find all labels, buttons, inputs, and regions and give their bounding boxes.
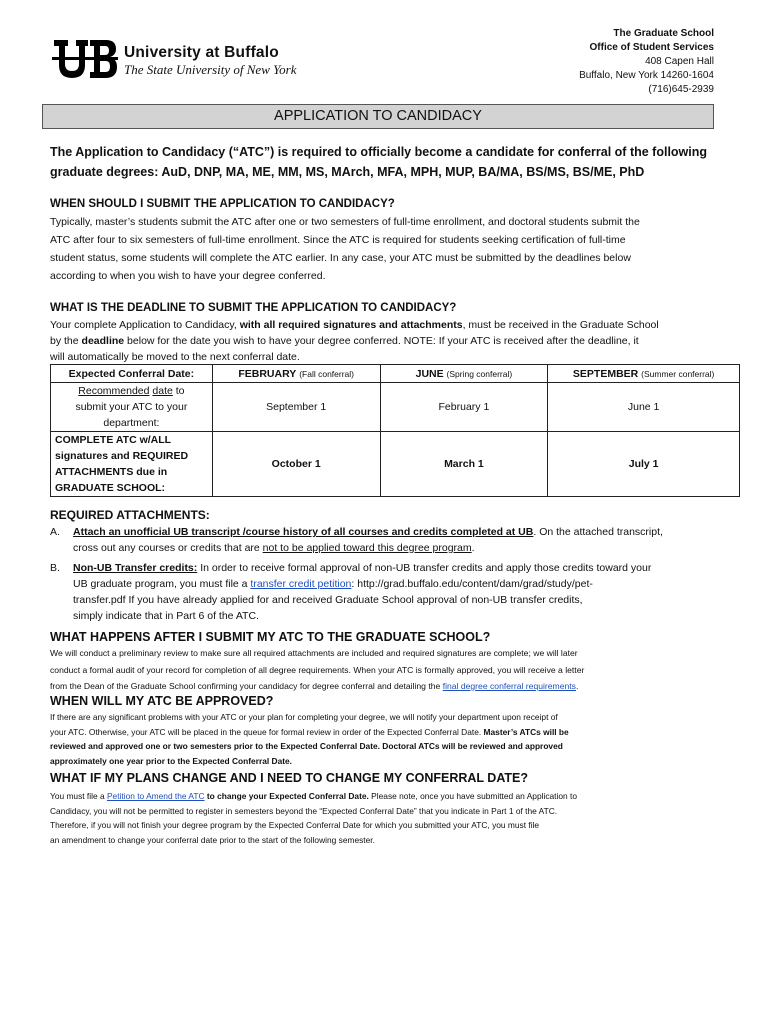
ub-logo-mark xyxy=(52,38,118,80)
header-month: JUNE xyxy=(415,367,444,380)
attachment-a-underlined: not to be applied toward this degree program xyxy=(262,542,472,554)
office-address xyxy=(579,27,714,97)
change-heading: WHAT IF MY PLANS CHANGE AND I NEED TO CHANGE MY CONFERRAL DATE? xyxy=(50,771,529,785)
address-hall: 408 Capen Hall xyxy=(645,56,714,67)
label-text: department: xyxy=(103,417,160,429)
attachment-b-url: : http://grad.buffalo.edu/content/dam/grad/study/pet- xyxy=(351,578,593,590)
attachment-b-rest: In order to receive formal approval of non-UB transfer credits and apply those credits toward your xyxy=(197,562,652,574)
intro-line-2: graduate degrees: AuD, DNP, MA, ME, MM, MS, MArch, MFA, MPH, MUP, BA/MA, BS/MS, BS/ME, PhD xyxy=(50,164,645,179)
after-submit-paragraph xyxy=(50,645,718,695)
attachment-a-title: Attach an unofficial UB transcript /course history of all courses and credits completed at UB xyxy=(73,526,534,538)
approved-emphasis: Master’s ATCs will be xyxy=(483,726,569,737)
after-submit-line-3 xyxy=(50,678,718,695)
attachment-a xyxy=(50,524,718,558)
approved-line-3: reviewed and approved one or two semesters prior to the Expected Conferral Date. Doctoral ATCs will be reviewed and approved xyxy=(50,741,563,751)
attachment-a-line2: cross out any courses or credits that are xyxy=(73,542,263,554)
header-month: FEBRUARY xyxy=(238,367,297,380)
cell-september-1: September 1 xyxy=(212,383,380,432)
deadline-table xyxy=(50,364,740,497)
approved-paragraph xyxy=(50,710,718,768)
attachment-letter: B. xyxy=(50,562,60,574)
cell-july-1: July 1 xyxy=(548,432,740,497)
deadline-text: by the xyxy=(50,335,82,347)
attachment-b-title: Non-UB Transfer credits: xyxy=(73,562,198,574)
cell-february-1: February 1 xyxy=(380,383,548,432)
deadline-line-3: will automatically be moved to the next conferral date. xyxy=(50,351,300,363)
change-emphasis: to change your Expected Conferral Date. xyxy=(204,791,369,801)
label-text: Recommended xyxy=(78,385,150,397)
attachment-b-line4: simply indicate that in Part 6 of the ATC. xyxy=(73,610,259,622)
intro-line-1: The Application to Candidacy (“ATC”) is required to officially become a candidate for conferral of the following xyxy=(50,145,708,159)
page-title: APPLICATION TO CANDIDACY xyxy=(42,104,714,129)
address-city: Buffalo, New York 14260-1604 xyxy=(579,70,714,81)
header-expected-conferral: Expected Conferral Date: xyxy=(51,365,213,383)
deadline-text: , must be received in the Graduate School xyxy=(462,319,659,331)
table-row-complete xyxy=(51,432,740,497)
ub-logo xyxy=(52,38,322,82)
attachment-b-line2: UB graduate program, you must file a xyxy=(73,578,251,590)
after-submit-period: . xyxy=(575,681,579,691)
when-submit-line-4: according to when you wish to have your degree conferred. xyxy=(50,270,326,282)
header-june xyxy=(380,365,548,383)
header-term: (Fall conferral) xyxy=(299,368,355,379)
when-submit-heading: WHEN SHOULD I SUBMIT THE APPLICATION TO CANDIDACY? xyxy=(50,198,395,210)
deadline-line-2 xyxy=(50,333,718,349)
approved-line-4: approximately one year prior to the Expected Conferral Date. xyxy=(50,755,293,766)
change-paragraph xyxy=(50,789,718,847)
deadline-paragraph xyxy=(50,317,718,365)
cell-june-1: June 1 xyxy=(548,383,740,432)
attachment-b xyxy=(50,560,718,626)
attachment-a-rest: . On the attached transcript, xyxy=(533,526,663,538)
cell-march-1: March 1 xyxy=(380,432,548,497)
header-term: (Spring conferral) xyxy=(446,368,513,379)
attachment-letter: A. xyxy=(50,526,60,538)
label-text: COMPLETE ATC w/ALL xyxy=(55,434,172,446)
deadline-emphasis: with all required signatures and attachments xyxy=(239,319,463,331)
deadline-emphasis: deadline xyxy=(81,335,125,347)
after-submit-heading: WHAT HAPPENS AFTER I SUBMIT MY ATC TO THE GRADUATE SCHOOL? xyxy=(50,630,491,644)
when-submit-paragraph xyxy=(50,213,718,285)
label-text: signatures and REQUIRED xyxy=(55,450,189,462)
attachment-a-period: . xyxy=(471,542,475,554)
label-text: ATTACHMENTS due in xyxy=(55,466,168,478)
change-line-2: Candidacy, you will not be permitted to register in semesters beyond the “Expected Conferral Date” that you indicate in Part 1 of the ATC. xyxy=(50,805,558,816)
transfer-credit-petition-link[interactable]: transfer credit petition xyxy=(250,578,352,590)
approved-heading: WHEN WILL MY ATC BE APPROVED? xyxy=(50,694,274,708)
change-text: Please note, once you have submitted an Application to xyxy=(368,791,577,801)
label-text: to xyxy=(172,385,185,397)
attachments-heading: REQUIRED ATTACHMENTS: xyxy=(50,508,210,522)
when-submit-line-1: Typically, master’s students submit the ATC after one or two semesters of full-time enrollment, and doctoral students submit the xyxy=(50,216,640,228)
logo-subtitle: The State University of New York xyxy=(124,62,297,77)
attachment-b-text xyxy=(73,560,718,624)
address-phone: (716)645-2939 xyxy=(648,84,714,95)
label-text: date xyxy=(152,385,173,397)
header-term: (Summer conferral) xyxy=(641,368,715,379)
after-submit-line-1: We will conduct a preliminary review to make sure all required attachments are included and required signatures are complete; we will later xyxy=(50,648,578,658)
attachment-a-text xyxy=(73,524,718,556)
final-degree-conferral-link[interactable]: final degree conferral requirements xyxy=(442,681,576,691)
header-month: SEPTEMBER xyxy=(572,367,639,380)
table-row-recommended xyxy=(51,383,740,432)
deadline-line-1 xyxy=(50,317,718,333)
change-line-1 xyxy=(50,789,718,804)
row-label-recommended xyxy=(51,383,213,432)
change-line-3: Therefore, if you will not finish your degree program by the Expected Conferral Date for which you submitted your ATC, you must file xyxy=(50,820,540,830)
table-header-row xyxy=(51,365,740,383)
logo-university-name: University at Buffalo xyxy=(124,44,279,61)
change-line-4: an amendment to change your conferral date prior to the start of the following semester. xyxy=(50,834,375,845)
intro-paragraph xyxy=(50,143,718,182)
label-text: submit your ATC to your xyxy=(75,401,188,413)
header-september xyxy=(548,365,740,383)
approved-line-1: If there are any significant problems with your ATC or your plan for completing your degree, we will notify your department upon receipt of xyxy=(50,712,558,722)
when-submit-line-2: ATC after four to six semesters of full-time enrollment. Since the ATC is required for students seeking certification of full-time xyxy=(50,234,626,246)
change-text: You must file a xyxy=(50,791,107,801)
address-school: The Graduate School xyxy=(613,28,714,39)
petition-to-amend-link[interactable]: Petition to Amend the ATC xyxy=(106,791,205,801)
when-submit-line-3: student status, some students will complete the ATC earlier. In any case, your ATC must be submitted by the deadlines below xyxy=(50,252,631,264)
cell-october-1: October 1 xyxy=(212,432,380,497)
header-february xyxy=(212,365,380,383)
attachment-b-line3: transfer.pdf If you have already applied for and received Graduate School approval of non-UB transfer credits, xyxy=(73,594,583,606)
address-office: Office of Student Services xyxy=(589,42,714,53)
approved-text: your ATC. Otherwise, your ATC will be placed in the queue for formal review in order of the Expected Conferral Date. xyxy=(50,726,484,737)
approved-line-2 xyxy=(50,725,718,740)
deadline-heading: WHAT IS THE DEADLINE TO SUBMIT THE APPLICATION TO CANDIDACY? xyxy=(50,302,457,314)
after-submit-text: from the Dean of the Graduate School confirming your candidacy for degree conferral and detailing the xyxy=(50,681,443,691)
label-text: GRADUATE SCHOOL: xyxy=(55,482,166,494)
deadline-text: below for the date you wish to have your degree conferred. NOTE: If your ATC is received after the deadline, it xyxy=(124,335,639,347)
after-submit-line-2: conduct a formal audit of your record for completion of all degree requirements. When your ATC is formally approved, you will receive a letter xyxy=(50,664,585,675)
deadline-text: Your complete Application to Candidacy, xyxy=(50,319,240,331)
row-label-complete xyxy=(51,432,213,497)
